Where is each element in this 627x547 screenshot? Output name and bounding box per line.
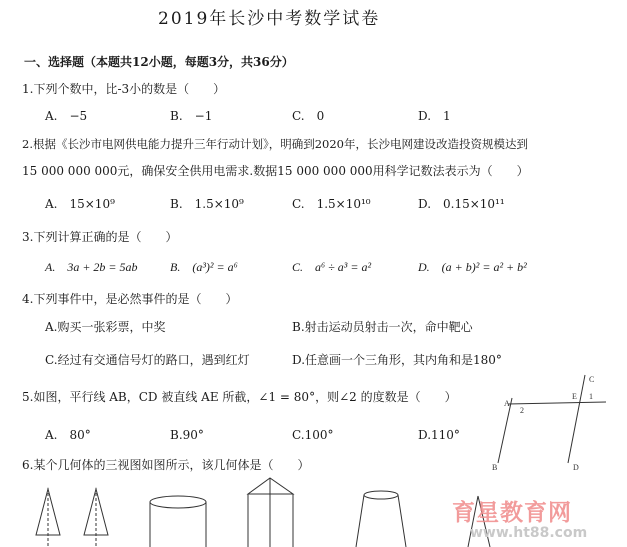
q6-figure-b <box>150 496 206 547</box>
q4-option-d: D.任意画一个三角形，其内角和是180° <box>292 353 502 367</box>
q2-stem-line2: 15 000 000 000元，确保安全供用电需求.数据15 000 000 000用科学记数法表示为（ ） <box>22 164 529 178</box>
q1-stem: 1.下列个数中，比-3小的数是（ ） <box>22 82 226 96</box>
label-d: D <box>573 463 579 472</box>
q4-option-b: B.射击运动员射击一次，命中靶心 <box>292 320 473 334</box>
q3-option-a: A. 3a + 2b = 5ab <box>45 260 138 274</box>
watermark-brand: 育星教育网 <box>452 500 572 526</box>
q2-option-c: C. 1.5×10¹⁰ <box>292 197 371 211</box>
q2-option-b: B. 1.5×10⁹ <box>170 197 244 211</box>
label-b: B <box>492 463 498 472</box>
q5-option-b: B.90° <box>170 428 204 442</box>
q5-stem: 5.如图，平行线 AB，CD 被直线 AE 所截，∠1 = 80°，则∠2 的度数是（ ） <box>22 390 457 404</box>
label-c: C <box>589 375 595 384</box>
label-a: A <box>504 399 510 408</box>
line-cd <box>568 375 585 463</box>
q6-figure-a <box>36 488 108 547</box>
q3-option-c: C. a⁶ ÷ a³ = a² <box>292 260 372 274</box>
q3-option-d: D. (a + b)² = a² + b² <box>418 260 527 274</box>
q1-option-b: B. −1 <box>170 109 213 123</box>
page-title: 2019年长沙中考数学试卷 <box>158 9 381 29</box>
q5-option-c: C.100° <box>292 428 334 442</box>
q6-stem: 6.某个几何体的三视图如图所示，该几何体是（ ） <box>22 458 310 472</box>
q5-option-a: A. 80° <box>45 428 91 442</box>
q3-option-b: B. (a³)² = a⁶ <box>170 260 238 274</box>
q5-option-d: D.110° <box>418 428 460 442</box>
q6-figure-d <box>356 491 406 547</box>
line-ae <box>508 402 606 404</box>
q4-option-a: A.购买一张彩票，中奖 <box>45 320 166 334</box>
q2-option-d: D. 0.15×10¹¹ <box>418 197 505 211</box>
q1-option-a: A. −5 <box>45 109 88 123</box>
q6-figure-c <box>248 478 293 547</box>
label-angle-1: 1 <box>589 392 593 401</box>
q1-option-c: C. 0 <box>292 109 325 123</box>
q3-stem: 3.下列计算正确的是（ ） <box>22 230 178 244</box>
watermark-url: www.ht88.com <box>470 525 588 541</box>
q2-stem-line1: 2.根据《长沙市电网供电能力提升三年行动计划》，明确到2020年，长沙电网建设改造投资规模达到 <box>22 137 528 151</box>
q2-option-a: A. 15×10⁹ <box>45 197 115 211</box>
label-e: E <box>572 392 577 401</box>
q1-option-d: D. 1 <box>418 109 451 123</box>
q4-stem: 4.下列事件中，是必然事件的是（ ） <box>22 292 238 306</box>
section-heading: 一、选择题（本题共12小题，每题3分，共36分） <box>24 55 294 69</box>
label-angle-2: 2 <box>520 406 524 415</box>
q4-option-c: C.经过有交通信号灯的路口，遇到红灯 <box>45 353 250 367</box>
